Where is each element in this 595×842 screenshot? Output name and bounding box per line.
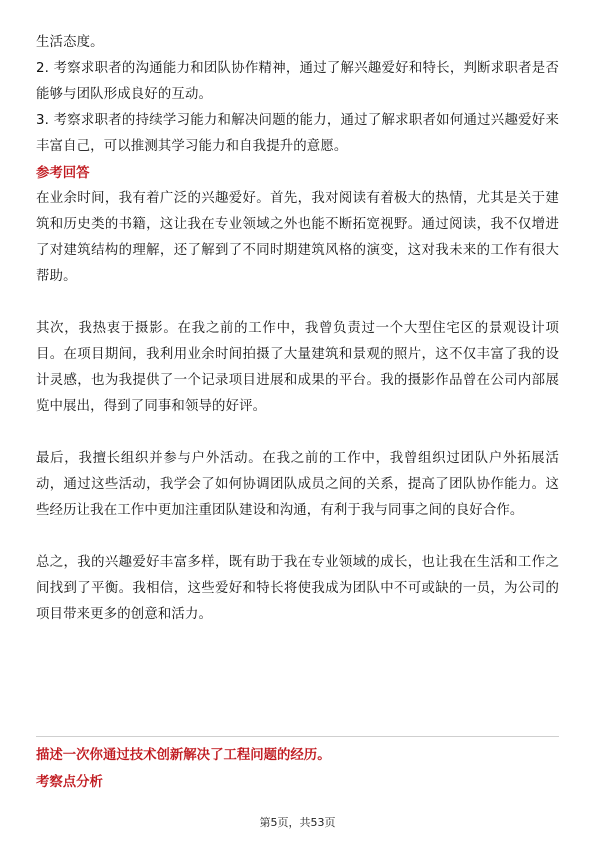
evaluation-point-2: 2. 考察求职者的沟通能力和团队协作精神，通过了解兴趣爱好和特长，判断求职者是否能够与团队形成良好的互动。 <box>36 61 559 102</box>
paragraph-gap <box>36 420 559 446</box>
next-question-title: 描述一次你通过技术创新解决了工程问题的经历。 <box>36 748 331 763</box>
answer-paragraph-2: 其次，我热衷于摄影。在我之前的工作中，我曾负责过一个大型住宅区的景观设计项目。在项目期间，我利用业余时间拍摄了大量建筑和景观的照片，这不仅丰富了我的设计灵感，也为我提供了一个记录项目进展和成果的平台。我的摄影作品曾在公司内部展览中展出，得到了同事和领导的好评。 <box>36 321 559 414</box>
analysis-heading: 考察点分析 <box>36 775 103 790</box>
paragraph-gap <box>36 524 559 550</box>
page-number: 第5页，共53页 <box>259 816 336 829</box>
evaluation-point-3: 3. 考察求职者的持续学习能力和解决问题的能力，通过了解求职者如何通过兴趣爱好来丰富自己，可以推测其学习能力和自我提升的意愿。 <box>36 113 559 154</box>
answer-paragraph-3: 最后，我擅长组织并参与户外活动。在我之前的工作中，我曾组织过团队户外拓展活动，通过这些活动，我学会了如何协调团队成员之间的关系，提高了团队协作能力。这些经历让我在工作中更加注重团队建设和沟通，有利于我与同事之间的良好合作。 <box>36 451 559 518</box>
answer-paragraph-1: 在业余时间，我有着广泛的兴趣爱好。首先，我对阅读有着极大的热情，尤其是关于建筑和历史类的书籍，这让我在专业领域之外也能不断拓宽视野。通过阅读，我不仅增进了对建筑结构的理解，还了解到了不同时期建筑风格的演变，这对我未来的工作有很大帮助。 <box>36 191 559 284</box>
body-line: 生活态度。 <box>36 35 104 50</box>
reference-answer-heading: 参考回答 <box>36 166 90 181</box>
section-divider <box>36 736 559 737</box>
paragraph-gap <box>36 290 559 316</box>
document-body <box>36 30 559 628</box>
answer-paragraph-4: 总之，我的兴趣爱好丰富多样，既有助于我在专业领域的成长，也让我在生活和工作之间找到了平衡。我相信，这些爱好和特长将使我成为团队中不可或缺的一员，为公司的项目带来更多的创意和活力。 <box>36 555 559 622</box>
